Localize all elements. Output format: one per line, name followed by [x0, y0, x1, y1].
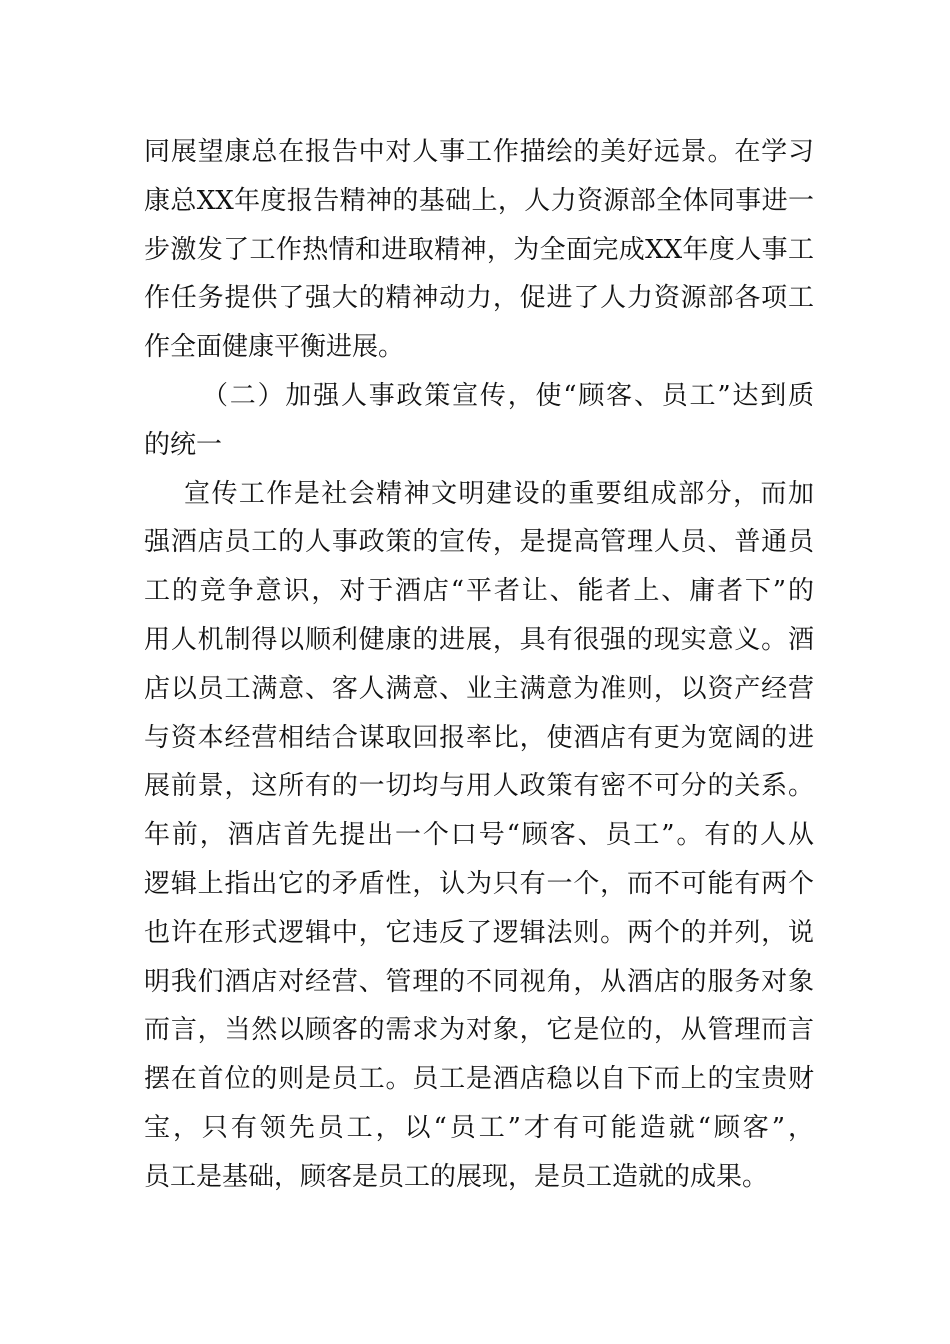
text-line: 用人机制得以顺利健康的进展，具有很强的现实意义。酒 [144, 624, 814, 655]
text-line: 逻辑上指出它的矛盾性，认为只有一个，而不可能有两个 [144, 868, 814, 899]
text-line: 宝，只有领先员工，以“员工”才有可能造就“顾客”， [144, 1112, 814, 1143]
text-line: 强酒店员工的人事政策的宣传，是提高管理人员、普通员 [144, 527, 814, 558]
text-line: 的统一 [144, 429, 223, 460]
text-line: 展前景，这所有的一切均与用人政策有密不可分的关系。 [144, 771, 814, 802]
text-line: 步激发了工作热情和进取精神，为全面完成XX年度人事工 [144, 234, 814, 265]
text-line: 而言，当然以顾客的需求为对象，它是位的，从管理而言 [144, 1015, 814, 1046]
text-line: 明我们酒店对经营、管理的不同视角，从酒店的服务对象 [144, 966, 814, 997]
text-line: 年前，酒店首先提出一个口号“顾客、员工”。有的人从 [144, 820, 814, 851]
text-line: 作全面健康平衡进展。 [144, 332, 405, 363]
text-line: 摆在首位的则是员工。员工是酒店稳以自下而上的宝贵财 [144, 1064, 814, 1095]
text-line: 也许在形式逻辑中，它违反了逻辑法则。两个的并列，说 [144, 917, 814, 948]
document-body [144, 128, 814, 1202]
text-line: 店以员工满意、客人满意、业主满意为准则，以资产经营 [144, 673, 814, 704]
paragraph-continued [144, 128, 814, 372]
text-line: （二）加强人事政策宣传，使“顾客、员工”达到质 [202, 380, 814, 411]
text-line: 宣传工作是社会精神文明建设的重要组成部分，而加 [184, 478, 814, 509]
paragraph-body [144, 470, 814, 1202]
text-line: 康总XX年度报告精神的基础上，人力资源部全体同事进一 [144, 185, 814, 216]
text-line: 作任务提供了强大的精神动力，促进了人力资源部各项工 [144, 283, 814, 314]
text-line: 员工是基础，顾客是员工的展现，是员工造就的成果。 [144, 1161, 769, 1192]
text-line: 工的竞争意识，对于酒店“平者让、能者上、庸者下”的 [144, 576, 814, 607]
text-line: 与资本经营相结合谋取回报率比，使酒店有更为宽阔的进 [144, 722, 814, 753]
section-heading [144, 372, 814, 470]
text-line: 同展望康总在报告中对人事工作描绘的美好远景。在学习 [144, 137, 814, 167]
